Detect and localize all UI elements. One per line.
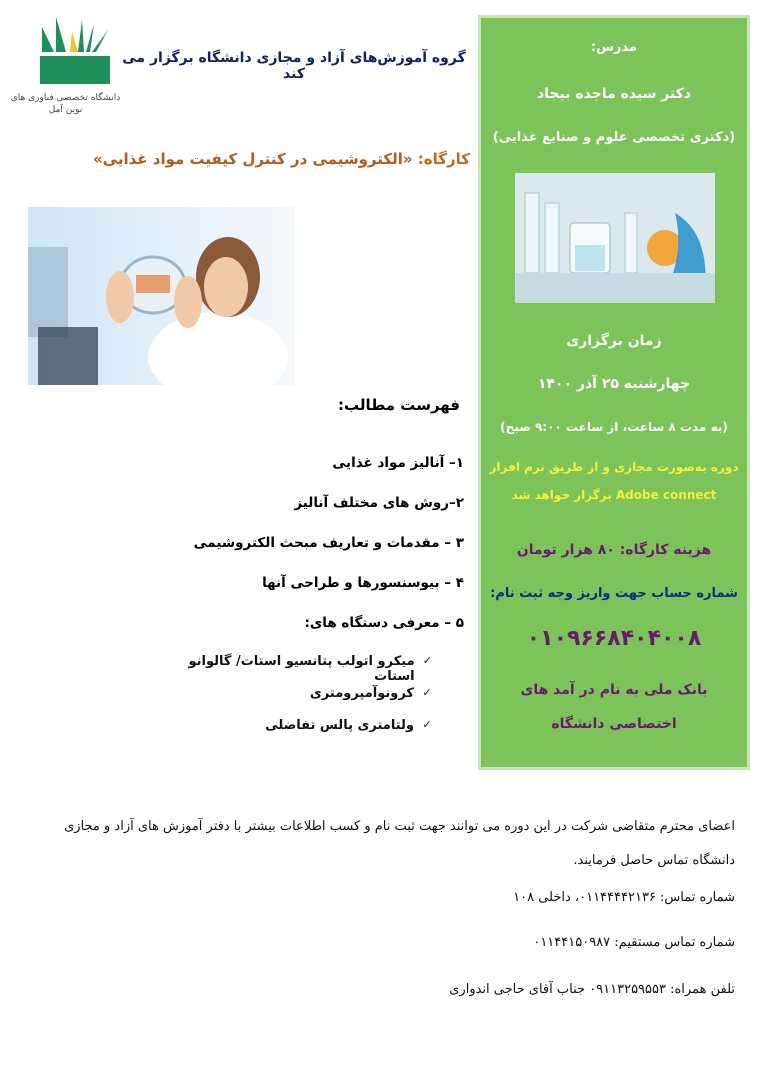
registration-note: اعضای محترم متقاضی شرکت در این دوره می توانند جهت ثبت نام و کسب اطلاعات بیشتر با دفتر آموزش های آزاد و مجازی دانشگاه تماس حاصل فرمایند. <box>64 819 735 868</box>
list-item: ۲–روش های مختلف آنالیز <box>294 495 464 511</box>
contents-title: فهرست مطالب: <box>338 396 460 414</box>
workshop-heading <box>60 150 470 168</box>
info-panel <box>478 15 750 770</box>
device-label: میکرو اتولب پتانسیو استات/ گالوانو استات <box>188 654 415 684</box>
device-label: کرونوآمپرومتری <box>309 686 414 701</box>
teacher-name: دکتر سیده ماجده بیجاد <box>536 86 692 102</box>
contents-list <box>150 455 464 655</box>
event-duration: (به مدت ۸ ساعت، از ساعت ۹:۰۰ صبح) <box>500 420 728 434</box>
device-item <box>150 654 440 686</box>
workshop-title: «الکتروشیمی در کنترل کیفیت مواد غذایی» <box>93 150 413 168</box>
device-item <box>150 718 440 750</box>
devices-list <box>150 654 440 750</box>
check-icon: ✓ <box>422 718 432 731</box>
lab-image <box>515 173 715 303</box>
organizer-title: گروه آموزش‌های آزاد و مجازی دانشگاه برگزار می کند <box>122 50 466 82</box>
list-item: ۳ – مقدمات و تعاریف مبحث الکتروشیمی <box>193 535 464 551</box>
device-label: ولتامتری پالس تفاضلی <box>265 718 414 733</box>
logo-icon <box>22 12 122 92</box>
workshop-label: کارگاه: <box>417 150 470 168</box>
teacher-degree: (دکتری تخصصی علوم و صنایع غذایی) <box>492 130 736 145</box>
workshop-fee: هزینه کارگاه: ۸۰ هزار تومان <box>516 542 712 558</box>
device-item <box>150 686 440 718</box>
office-phone: شماره تماس: ۰۱۱۴۴۴۴۲۱۳۶، داخلی ۱۰۸ <box>513 890 735 905</box>
mode-line-1: دوره به‌صورت مجازی و از طریق نرم افزار <box>489 460 739 474</box>
list-item: ۴ – بیوسنسورها و طراحی آنها <box>262 575 464 591</box>
check-icon: ✓ <box>422 686 432 699</box>
account-number: ۰۱۰۹۶۶۸۴۰۴۰۰۸ <box>526 626 702 651</box>
logo-caption: دانشگاه تخصصی فناوری های نوین آمل <box>10 93 121 115</box>
list-item: ۵ – معرفی دستگاه های: <box>304 615 464 631</box>
bank-line-1: بانک ملی به نام در آمد های <box>520 682 708 698</box>
account-label: شماره حساب جهت واریز وجه ثبت نام: <box>490 586 738 601</box>
teacher-label: مدرس: <box>590 40 638 55</box>
event-date: چهارشنبه ۲۵ آذر ۱۴۰۰ <box>537 376 691 392</box>
researcher-photo <box>28 207 294 385</box>
check-icon: ✓ <box>422 654 432 667</box>
mobile-phone: تلفن همراه: ۰۹۱۱۳۲۵۹۵۵۳ جناب آقای حاجی اندواری <box>449 982 735 997</box>
time-label: زمان برگزاری <box>566 333 662 349</box>
direct-phone: شماره تماس مستقیم: ۰۱۱۴۴۱۵۰۹۸۷ <box>533 935 735 950</box>
list-item: ۱– آنالیز مواد غذایی <box>332 455 464 471</box>
mode-line-2: Adobe connect برگزار خواهد شد <box>511 488 717 502</box>
bank-line-2: اختصاصی دانشگاه <box>551 716 677 732</box>
